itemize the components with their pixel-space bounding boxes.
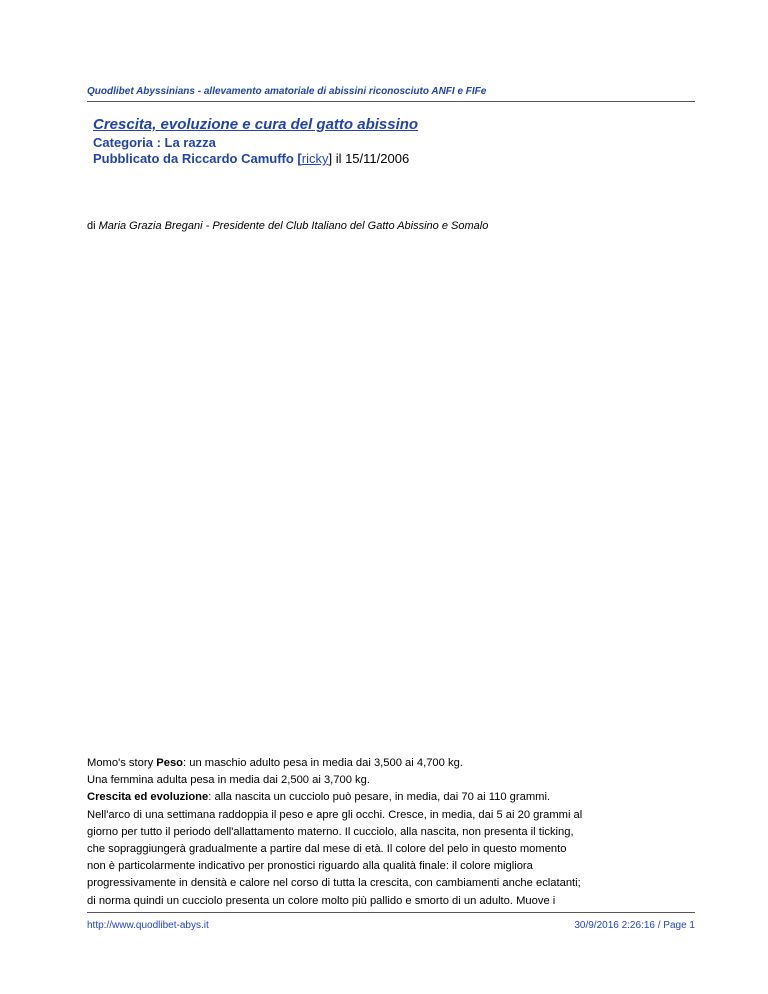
body-line: Una femmina adulta pesa in media dai 2,500 ai 3,700 kg. (87, 774, 370, 787)
site-header-title: Quodlibet Abyssinians - allevamento amatoriale di abissini riconosciuto ANFI e FIFe (87, 86, 487, 97)
published-suffix: ] il 15/11/2006 (328, 151, 410, 166)
body-bold-term: Peso (156, 757, 184, 769)
article-published-info (93, 151, 409, 166)
byline-prefix: di (87, 220, 99, 232)
article-byline (87, 220, 488, 232)
body-line: che sopraggiungerà gradualmente a partire dal mese di età. Il colore del pelo in questo momento (87, 843, 567, 856)
body-line (87, 755, 687, 772)
article-body (87, 755, 687, 910)
published-prefix: Pubblicato da Riccardo Camuffo [ (93, 151, 302, 166)
header-divider (87, 101, 695, 102)
footer-divider (87, 912, 695, 913)
author-handle-link[interactable]: ricky (301, 151, 329, 166)
byline-author: Maria Grazia Bregani - Presidente del Club Italiano del Gatto Abissino e Somalo (98, 220, 489, 232)
article-category: Categoria : La razza (93, 135, 216, 150)
body-line: Nell'arco di una settimana raddoppia il peso e apre gli occhi. Cresce, in media, dai 5 ai 20 grammi al (87, 808, 583, 821)
footer-url-link[interactable]: http://www.quodlibet-abys.it (87, 920, 209, 931)
body-text: : alla nascita un cucciolo può pesare, in media, dai 70 ai 110 grammi. (208, 791, 551, 804)
body-line: di norma quindi un cucciolo presenta un colore molto più pallido e smorto di un adulto. Muove i (87, 894, 556, 907)
footer-page-info: 30/9/2016 2:26:16 / Page 1 (574, 920, 695, 931)
body-text: Momo's story (87, 757, 157, 769)
body-line: non è particolarmente indicativo per pronostici riguardo alla qualità finale: il colore migliora (87, 860, 533, 873)
article-title-link[interactable]: Crescita, evoluzione e cura del gatto abissino (93, 116, 419, 133)
body-line (87, 789, 687, 806)
body-bold-term: Crescita ed evoluzione (87, 791, 209, 804)
body-line: progressivamente in densità e calore nel corso di tutta la crescita, con cambiamenti anche eclatanti; (87, 877, 581, 890)
body-line: giorno per tutto il periodo dell'allattamento materno. Il cucciolo, alla nascita, non presenta il ticking, (87, 825, 574, 838)
body-text: : un maschio adulto pesa in media dai 3,500 ai 4,700 kg. (183, 757, 463, 769)
